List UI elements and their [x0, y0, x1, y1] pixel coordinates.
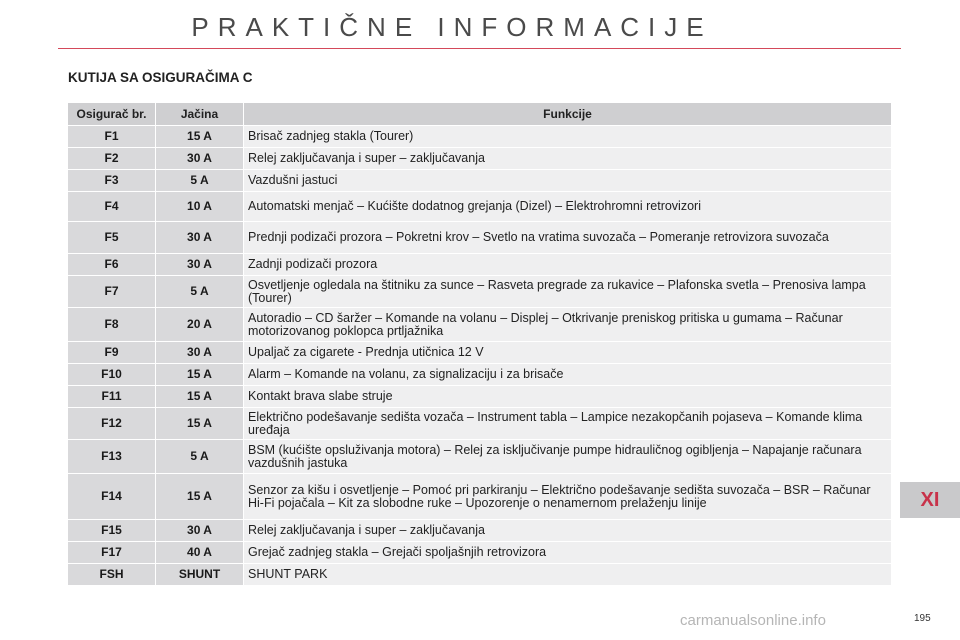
- fuse-number-cell: F13: [68, 440, 156, 474]
- function-cell: Zadnji podizači prozora: [244, 254, 892, 276]
- rating-cell: 15 A: [156, 474, 244, 520]
- section-title: KUTIJA SA OSIGURAČIMA C: [68, 70, 253, 85]
- fuse-number-cell: F11: [68, 386, 156, 408]
- table-row: [68, 408, 892, 440]
- chapter-tab[interactable]: XI: [900, 482, 960, 518]
- function-cell: SHUNT PARK: [244, 564, 892, 586]
- page-number: 195: [914, 613, 931, 624]
- rating-cell: 30 A: [156, 520, 244, 542]
- function-cell: BSM (kućište opsluživanja motora) – Relej za isključivanje pumpe hidrauličnog ogibljenja – Napajanje računara vazdušnih jastuka: [244, 440, 892, 474]
- rating-cell: 10 A: [156, 192, 244, 222]
- function-cell: Kontakt brava slabe struje: [244, 386, 892, 408]
- function-cell: Brisač zadnjeg stakla (Tourer): [244, 126, 892, 148]
- table-header-row: [68, 103, 892, 126]
- rating-cell: 15 A: [156, 386, 244, 408]
- function-cell: Relej zaključavanja i super – zaključavanja: [244, 520, 892, 542]
- function-cell: Senzor za kišu i osvetljenje – Pomoć pri parkiranju – Električno podešavanje sedišta suvozača – BSR – Računar Hi-Fi pojačala – Kit za slobodne ruke – Upozorenje o nenamernom prelaženju linije: [244, 474, 892, 520]
- table-row: [68, 342, 892, 364]
- table-row: [68, 364, 892, 386]
- function-cell: Vazdušni jastuci: [244, 170, 892, 192]
- fuse-number-cell: F10: [68, 364, 156, 386]
- fuse-number-cell: F2: [68, 148, 156, 170]
- function-cell: Automatski menjač – Kućište dodatnog grejanja (Dizel) – Elektrohromni retrovizori: [244, 192, 892, 222]
- function-cell: Alarm – Komande na volanu, za signalizaciju i za brisače: [244, 364, 892, 386]
- table-row: [68, 222, 892, 254]
- rating-cell: 30 A: [156, 148, 244, 170]
- table-row: [68, 542, 892, 564]
- fuse-number-cell: F6: [68, 254, 156, 276]
- table-row: [68, 308, 892, 342]
- title-divider: [58, 48, 901, 49]
- column-header-functions: Funkcije: [244, 103, 892, 126]
- table-row: [68, 192, 892, 222]
- table-row: [68, 520, 892, 542]
- fuse-number-cell: F17: [68, 542, 156, 564]
- fuse-number-cell: F15: [68, 520, 156, 542]
- column-header-fuse-number: Osigurač br.: [68, 103, 156, 126]
- function-cell: Upaljač za cigarete - Prednja utičnica 12 V: [244, 342, 892, 364]
- fuse-number-cell: F8: [68, 308, 156, 342]
- table-row: [68, 276, 892, 308]
- rating-cell: 30 A: [156, 254, 244, 276]
- page-title: PRAKTIČNE INFORMACIJE: [191, 12, 713, 42]
- table-row: [68, 148, 892, 170]
- fuse-number-cell: FSH: [68, 564, 156, 586]
- table-row: [68, 126, 892, 148]
- table-row: [68, 440, 892, 474]
- fuse-table-body: [68, 126, 892, 586]
- function-cell: Osvetljenje ogledala na štitniku za sunce – Rasveta pregrade za rukavice – Plafonska svetla – Prenosiva lampa (Tourer): [244, 276, 892, 308]
- function-cell: Električno podešavanje sedišta vozača – Instrument tabla – Lampice nezakopčanih pojaseva – Komande klima uređaja: [244, 408, 892, 440]
- watermark-text: carmanualsonline.info: [680, 612, 826, 629]
- rating-cell: 30 A: [156, 222, 244, 254]
- fuse-number-cell: F1: [68, 126, 156, 148]
- rating-cell: 5 A: [156, 440, 244, 474]
- function-cell: Relej zaključavanja i super – zaključavanja: [244, 148, 892, 170]
- fuse-number-cell: F9: [68, 342, 156, 364]
- rating-cell: 30 A: [156, 342, 244, 364]
- rating-cell: 15 A: [156, 364, 244, 386]
- column-header-rating: Jačina: [156, 103, 244, 126]
- table-row: [68, 564, 892, 586]
- rating-cell: 20 A: [156, 308, 244, 342]
- fuse-number-cell: F14: [68, 474, 156, 520]
- table-row: [68, 170, 892, 192]
- fuse-number-cell: F7: [68, 276, 156, 308]
- fuse-number-cell: F4: [68, 192, 156, 222]
- fuse-number-cell: F12: [68, 408, 156, 440]
- table-row: [68, 474, 892, 520]
- function-cell: Autoradio – CD šaržer – Komande na volanu – Displej – Otkrivanje preniskog pritiska u gumama – Računar motorizovanog poklopca prtljažnika: [244, 308, 892, 342]
- rating-cell: 5 A: [156, 170, 244, 192]
- rating-cell: SHUNT: [156, 564, 244, 586]
- function-cell: Grejač zadnjeg stakla – Grejači spoljašnjih retrovizora: [244, 542, 892, 564]
- fuse-number-cell: F5: [68, 222, 156, 254]
- table-row: [68, 254, 892, 276]
- table-row: [68, 386, 892, 408]
- rating-cell: 15 A: [156, 126, 244, 148]
- rating-cell: 15 A: [156, 408, 244, 440]
- fuse-table: [67, 102, 892, 586]
- rating-cell: 40 A: [156, 542, 244, 564]
- rating-cell: 5 A: [156, 276, 244, 308]
- function-cell: Prednji podizači prozora – Pokretni krov – Svetlo na vratima suvozača – Pomeranje retrovizora suvozača: [244, 222, 892, 254]
- fuse-number-cell: F3: [68, 170, 156, 192]
